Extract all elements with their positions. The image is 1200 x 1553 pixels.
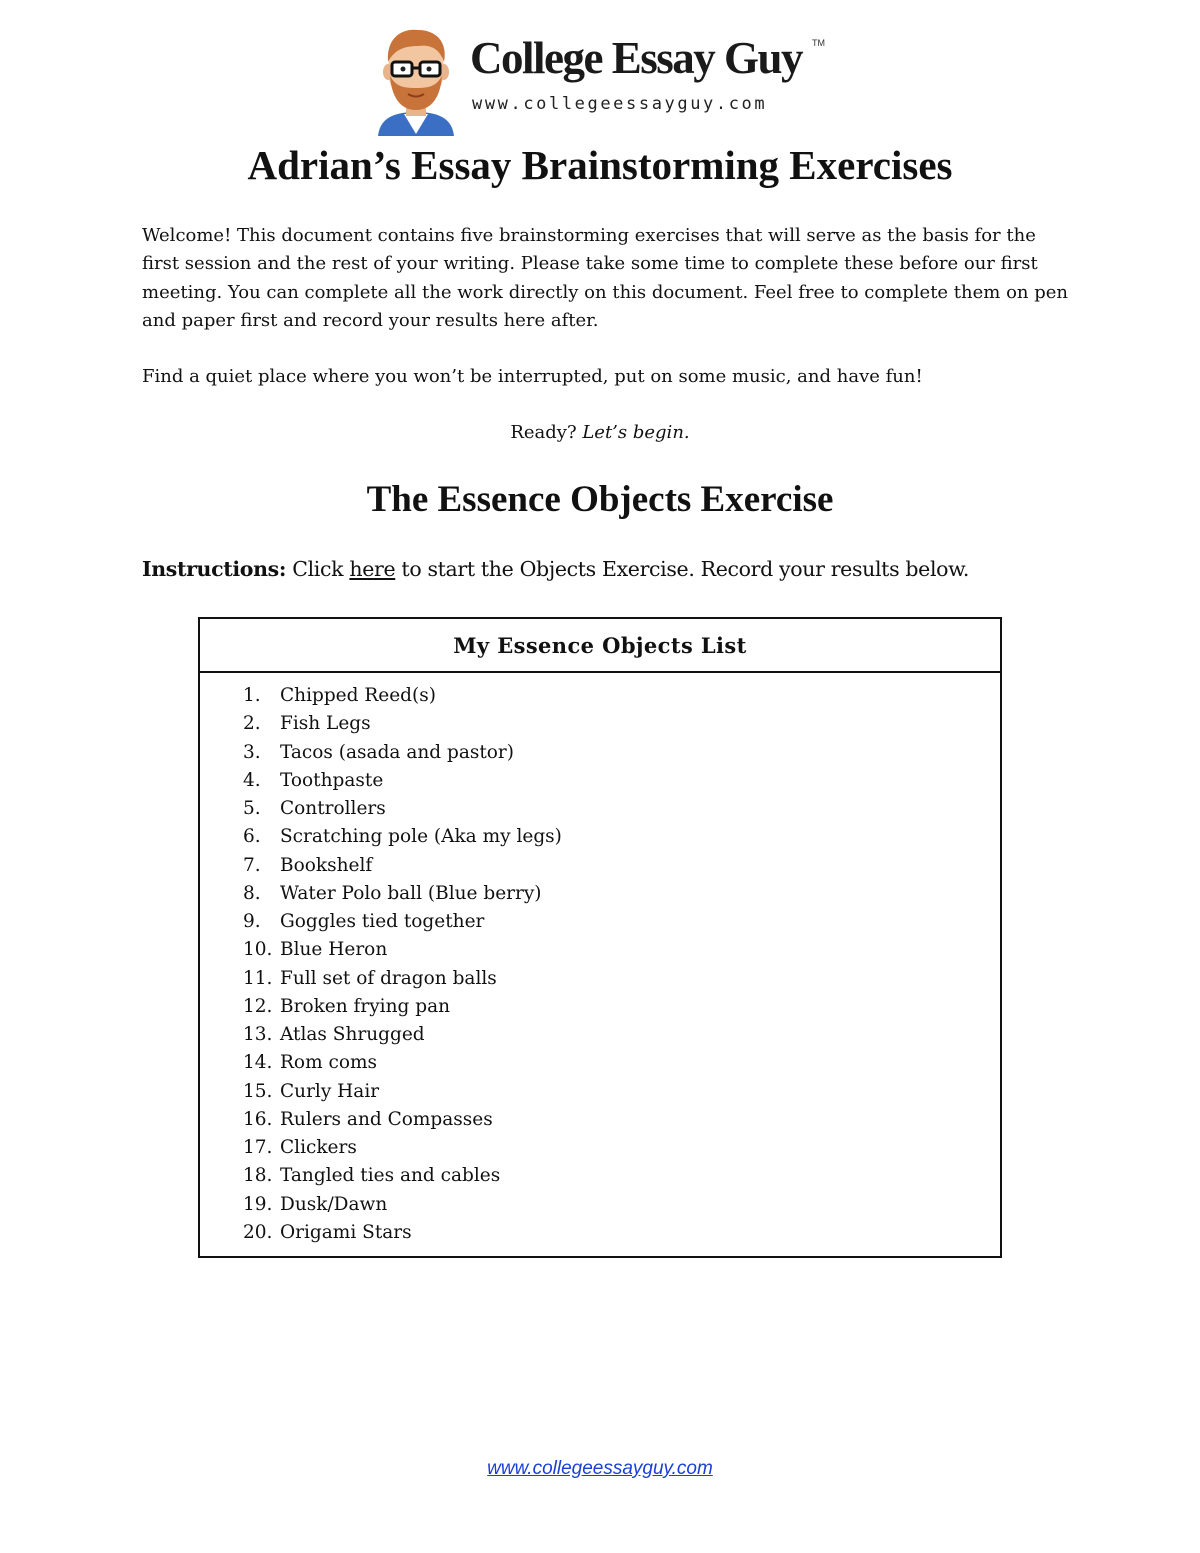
- section-title: The Essence Objects Exercise: [366, 479, 834, 520]
- list-item: [200, 966, 1000, 994]
- list-item: [200, 824, 1000, 852]
- table-heading: My Essence Objects List: [200, 619, 1000, 673]
- objects-exercise-link[interactable]: here: [349, 557, 396, 581]
- objects-list: [200, 683, 1000, 1248]
- ready-line: [0, 419, 1200, 447]
- list-item: [200, 1050, 1000, 1078]
- list-item-number: 10.: [243, 939, 273, 961]
- list-item-text: Atlas Shrugged: [280, 1024, 425, 1045]
- list-item-number: 3.: [243, 741, 261, 763]
- cartoon-avatar-icon: [374, 26, 458, 136]
- list-item: [200, 796, 1000, 824]
- list-item: [200, 683, 1000, 711]
- list-item-text: Water Polo ball (Blue berry): [280, 882, 542, 904]
- list-item-number: 7.: [243, 854, 261, 876]
- list-item: [200, 853, 1000, 881]
- brand-logo: [374, 26, 834, 138]
- list-item: [200, 1107, 1000, 1135]
- brand-name: College Essay Guy: [470, 33, 803, 83]
- list-item-text: Goggles tied together: [280, 911, 485, 932]
- list-item-text: Scratching pole (Aka my legs): [280, 826, 562, 848]
- list-item: [200, 1163, 1000, 1191]
- list-item-number: 12.: [243, 995, 273, 1017]
- list-item-text: Broken frying pan: [280, 995, 451, 1017]
- trademark-mark: TM: [812, 38, 825, 48]
- list-item-number: 9.: [243, 911, 261, 932]
- list-item-number: 15.: [243, 1080, 273, 1102]
- list-item: [200, 1220, 1000, 1248]
- list-item: [200, 768, 1000, 796]
- list-item-text: Curly Hair: [280, 1080, 380, 1102]
- list-item-number: 16.: [243, 1108, 273, 1130]
- list-item-number: 13.: [243, 1024, 273, 1045]
- list-item-text: Tacos (asada and pastor): [280, 741, 514, 763]
- list-item-number: 1.: [243, 685, 261, 706]
- brand-url: www.collegeessayguy.com: [472, 94, 768, 114]
- instructions-pre: Click: [286, 557, 350, 581]
- list-item-text: Rom coms: [280, 1052, 378, 1074]
- list-item: [200, 1192, 1000, 1220]
- list-item-text: Blue Heron: [280, 939, 388, 961]
- intro-paragraph: Welcome! This document contains five brainstorming exercises that will serve as the basis for the first session and the rest of your writing. Please take some time to complete these before our first meeting. You can complete all the work directly on this document. Feel free to complete them on pen and paper first and record your results here after.: [142, 225, 1068, 331]
- list-item-number: 18.: [243, 1165, 273, 1187]
- instructions: [142, 554, 969, 584]
- list-item-text: Bookshelf: [280, 854, 373, 876]
- list-item-text: Tangled ties and cables: [280, 1165, 501, 1187]
- list-item-number: 17.: [243, 1137, 273, 1158]
- list-item-text: Rulers and Compasses: [280, 1108, 493, 1130]
- list-item-number: 2.: [243, 713, 261, 735]
- ready-italic: Let’s begin.: [582, 422, 690, 443]
- list-item-text: Toothpaste: [280, 769, 384, 791]
- list-item-number: 14.: [243, 1052, 273, 1074]
- list-item: [200, 1135, 1000, 1163]
- list-item: [200, 909, 1000, 937]
- find-place-paragraph: Find a quiet place where you won’t be interrupted, put on some music, and have fun!: [142, 366, 923, 387]
- list-item: [200, 1022, 1000, 1050]
- list-item-number: 19.: [243, 1193, 273, 1215]
- ready-prefix: Ready?: [510, 422, 583, 443]
- list-item: [200, 740, 1000, 768]
- list-item-text: Origami Stars: [280, 1221, 412, 1243]
- instructions-label: Instructions:: [142, 557, 287, 581]
- list-item-number: 5.: [243, 798, 261, 819]
- list-item: [200, 937, 1000, 965]
- list-item-number: 20.: [243, 1221, 273, 1243]
- list-item-number: 6.: [243, 826, 261, 848]
- list-item: [200, 881, 1000, 909]
- instructions-post: to start the Objects Exercise. Record your results below.: [395, 557, 970, 581]
- essence-objects-table: [198, 617, 1002, 1258]
- list-item-text: Chipped Reed(s): [280, 685, 436, 706]
- list-item-text: Clickers: [280, 1137, 357, 1158]
- list-item-text: Fish Legs: [280, 713, 371, 735]
- list-item-number: 4.: [243, 769, 261, 791]
- list-item: [200, 711, 1000, 739]
- list-item: [200, 994, 1000, 1022]
- list-item-text: Full set of dragon balls: [280, 967, 497, 989]
- list-item-text: Controllers: [280, 798, 386, 819]
- list-item-number: 11.: [243, 967, 273, 989]
- list-item-text: Dusk/Dawn: [280, 1193, 388, 1215]
- list-item-number: 8.: [243, 882, 261, 904]
- list-item: [200, 1079, 1000, 1107]
- document-title: Adrian’s Essay Brainstorming Exercises: [247, 142, 953, 188]
- footer-link[interactable]: www.collegeessayguy.com: [487, 1458, 713, 1479]
